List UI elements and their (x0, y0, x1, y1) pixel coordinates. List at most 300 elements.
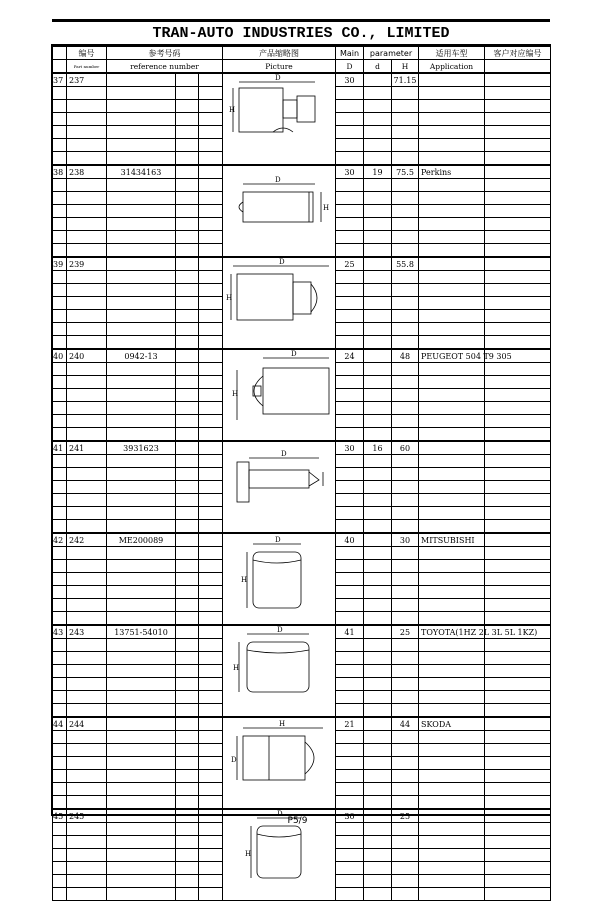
dim-d (364, 520, 392, 534)
dim-D (336, 849, 364, 862)
dim-D: 41 (336, 625, 364, 639)
customer-number (485, 363, 551, 376)
ref-extra-cell (199, 547, 223, 560)
header-cell (53, 47, 67, 60)
dim-D (336, 731, 364, 744)
dim-D (336, 363, 364, 376)
head-rect (297, 96, 315, 122)
ref-extra-cell (176, 363, 199, 376)
row-index: 41 (53, 441, 67, 455)
part-number (67, 481, 107, 494)
dim-D (336, 547, 364, 560)
body-rect (243, 192, 313, 222)
ref-extra-cell (199, 770, 223, 783)
ref-extra-cell (199, 389, 223, 402)
dim-D (336, 678, 364, 691)
application (419, 415, 485, 428)
customer-number (485, 179, 551, 192)
customer-number (485, 402, 551, 415)
part-number (67, 875, 107, 888)
curve (247, 650, 309, 653)
application (419, 218, 485, 231)
ref-extra-cell (176, 165, 199, 179)
dim-H (392, 389, 419, 402)
dim-H (392, 126, 419, 139)
dim-d (364, 796, 392, 810)
dim-D (336, 152, 364, 166)
customer-number (485, 87, 551, 100)
table-row (53, 717, 551, 731)
customer-number (485, 389, 551, 402)
row-index (53, 284, 67, 297)
ref-extra-cell (199, 849, 223, 862)
part-number (67, 691, 107, 704)
part-number: 245 (67, 809, 107, 823)
part-number (67, 152, 107, 166)
row-index: 38 (53, 165, 67, 179)
customer-number (485, 441, 551, 455)
application (419, 257, 485, 271)
product-picture (223, 257, 336, 349)
part-number (67, 179, 107, 192)
part-drawing (223, 76, 336, 160)
part-number (67, 507, 107, 520)
reference-number (107, 507, 176, 520)
dim-d (364, 678, 392, 691)
dim-d (364, 652, 392, 665)
customer-number (485, 757, 551, 770)
ref-extra-cell (199, 731, 223, 744)
ref-extra-cell (176, 257, 199, 271)
customer-number (485, 770, 551, 783)
dim-d (364, 507, 392, 520)
customer-number (485, 849, 551, 862)
row-index: 43 (53, 625, 67, 639)
part-number: 242 (67, 533, 107, 547)
dim-H (392, 888, 419, 901)
part-number (67, 849, 107, 862)
dim-H (392, 139, 419, 152)
part-number (67, 192, 107, 205)
ref-extra-cell (176, 192, 199, 205)
ref-extra-cell (199, 560, 223, 573)
row-index (53, 547, 67, 560)
body-rect (263, 368, 329, 414)
ref-extra-cell (199, 284, 223, 297)
ref-extra-cell (199, 796, 223, 810)
header-cell (53, 60, 67, 74)
dim-d (364, 231, 392, 244)
application (419, 862, 485, 875)
dim-H (392, 310, 419, 323)
row-index (53, 757, 67, 770)
reference-number (107, 573, 176, 586)
part-number (67, 468, 107, 481)
ref-extra-cell (199, 875, 223, 888)
dim-D (336, 323, 364, 336)
customer-number (485, 139, 551, 152)
dim-d (364, 139, 392, 152)
dim-D (336, 468, 364, 481)
ref-extra-cell (176, 507, 199, 520)
application (419, 612, 485, 626)
dim-H (392, 87, 419, 100)
part-number (67, 783, 107, 796)
dim-d (364, 415, 392, 428)
row-index: 39 (53, 257, 67, 271)
reference-number: 3931623 (107, 441, 176, 455)
application (419, 599, 485, 612)
application (419, 481, 485, 494)
product-group (53, 349, 551, 441)
customer-number (485, 481, 551, 494)
dim-H (392, 100, 419, 113)
part-number (67, 744, 107, 757)
row-index (53, 888, 67, 901)
ref-extra-cell (176, 271, 199, 284)
dim-d (364, 599, 392, 612)
dim-H (392, 520, 419, 534)
header-part-number: Part number (67, 60, 107, 74)
ref-extra-cell (176, 599, 199, 612)
ref-extra-cell (199, 139, 223, 152)
header-cell (485, 60, 551, 74)
reference-number: 13751-54010 (107, 625, 176, 639)
dim-d (364, 836, 392, 849)
ref-extra-cell (199, 744, 223, 757)
row-index: 37 (53, 73, 67, 87)
application (419, 152, 485, 166)
reference-number (107, 494, 176, 507)
dim-H: 71.15 (392, 73, 419, 87)
dim-H (392, 652, 419, 665)
row-index (53, 87, 67, 100)
row-index (53, 494, 67, 507)
row-index (53, 271, 67, 284)
application (419, 297, 485, 310)
dim-d (364, 323, 392, 336)
dim-d (364, 468, 392, 481)
dim-H (392, 323, 419, 336)
header-ref: 参考号码 (107, 47, 223, 60)
dim-H (392, 599, 419, 612)
header-d: d (364, 60, 392, 74)
part-number (67, 402, 107, 415)
customer-number (485, 231, 551, 244)
dim-D (336, 744, 364, 757)
application (419, 376, 485, 389)
application (419, 363, 485, 376)
ref-extra-cell (176, 665, 199, 678)
ref-extra-cell (199, 323, 223, 336)
application (419, 796, 485, 810)
table-row (53, 441, 551, 455)
ref-extra-cell (199, 586, 223, 599)
dimension-label: D (281, 450, 287, 458)
product-picture (223, 165, 336, 257)
dim-H (392, 481, 419, 494)
part-drawing (223, 536, 336, 620)
dim-H: 25 (392, 809, 419, 823)
ref-extra-cell (176, 783, 199, 796)
table-row (53, 257, 551, 271)
reference-number (107, 757, 176, 770)
ref-extra-cell (199, 665, 223, 678)
dim-H (392, 678, 419, 691)
dim-D (336, 455, 364, 468)
dim-D (336, 415, 364, 428)
dim-d (364, 376, 392, 389)
reference-number (107, 836, 176, 849)
ref-extra-cell (199, 310, 223, 323)
application (419, 507, 485, 520)
dim-d (364, 560, 392, 573)
row-index (53, 455, 67, 468)
body-rect (239, 88, 283, 132)
dim-d: 16 (364, 441, 392, 455)
product-picture (223, 625, 336, 717)
header-picture: Picture (223, 60, 336, 74)
dim-D (336, 192, 364, 205)
dim-H: 25 (392, 625, 419, 639)
customer-number (485, 126, 551, 139)
ref-extra-cell (176, 520, 199, 534)
application (419, 87, 485, 100)
ref-extra-cell (176, 389, 199, 402)
customer-number (485, 310, 551, 323)
row-index (53, 599, 67, 612)
part-number (67, 599, 107, 612)
row-index: 45 (53, 809, 67, 823)
dim-D: 40 (336, 533, 364, 547)
ref-extra-cell (199, 612, 223, 626)
reference-number (107, 468, 176, 481)
ref-extra-cell (199, 113, 223, 126)
application: PEUGEOT 504 T9 305 (419, 349, 485, 363)
dim-H (392, 494, 419, 507)
ref-extra-cell (199, 533, 223, 547)
part-number (67, 612, 107, 626)
ref-extra-cell (176, 573, 199, 586)
product-picture (223, 533, 336, 625)
dim-D (336, 796, 364, 810)
reference-number (107, 179, 176, 192)
dim-D (336, 560, 364, 573)
dim-D (336, 336, 364, 350)
reference-number (107, 257, 176, 271)
header-param: parameter (364, 47, 419, 60)
dim-H (392, 192, 419, 205)
ref-extra-cell (176, 731, 199, 744)
header-reference-number: reference number (107, 60, 223, 74)
customer-number (485, 560, 551, 573)
dimension-label: D (277, 626, 283, 634)
application (419, 836, 485, 849)
ref-extra-cell (199, 231, 223, 244)
reference-number (107, 100, 176, 113)
ref-extra-cell (176, 179, 199, 192)
customer-number (485, 376, 551, 389)
application (419, 520, 485, 534)
ref-extra-cell (176, 336, 199, 350)
ref-extra-cell (176, 100, 199, 113)
dimension-label: H (279, 720, 286, 728)
ref-extra-cell (176, 428, 199, 442)
ref-extra-cell (199, 87, 223, 100)
application (419, 100, 485, 113)
application: SKODA (419, 717, 485, 731)
ref-extra-cell (199, 836, 223, 849)
ref-extra-cell (176, 678, 199, 691)
ref-extra-cell (176, 586, 199, 599)
application (419, 783, 485, 796)
part-number (67, 126, 107, 139)
dim-d (364, 100, 392, 113)
reference-number (107, 428, 176, 442)
dim-D (336, 205, 364, 218)
curve (253, 560, 301, 563)
row-index (53, 415, 67, 428)
part-number (67, 731, 107, 744)
part-number (67, 888, 107, 901)
curve (239, 202, 243, 212)
part-number: 240 (67, 349, 107, 363)
row-index (53, 652, 67, 665)
reference-number (107, 205, 176, 218)
dim-D (336, 428, 364, 442)
dim-d (364, 625, 392, 639)
row-index (53, 862, 67, 875)
dim-H (392, 455, 419, 468)
ref-extra-cell (176, 402, 199, 415)
dim-d (364, 704, 392, 718)
reference-number (107, 547, 176, 560)
reference-number (107, 639, 176, 652)
application (419, 875, 485, 888)
application (419, 652, 485, 665)
dim-D (336, 573, 364, 586)
dim-H (392, 244, 419, 258)
dim-H (392, 862, 419, 875)
curve (305, 742, 314, 774)
customer-number (485, 836, 551, 849)
reference-number (107, 389, 176, 402)
ref-extra-cell (199, 599, 223, 612)
reference-number (107, 783, 176, 796)
row-index (53, 152, 67, 166)
application (419, 126, 485, 139)
dim-D: 21 (336, 717, 364, 731)
ref-extra-cell (176, 113, 199, 126)
dim-D (336, 770, 364, 783)
part-number (67, 455, 107, 468)
body-rect (243, 736, 305, 780)
ref-extra-cell (176, 231, 199, 244)
ref-extra-cell (176, 126, 199, 139)
dim-d (364, 888, 392, 901)
part-number (67, 494, 107, 507)
ref-extra-cell (199, 652, 223, 665)
part-drawing (223, 720, 336, 804)
ref-extra-cell (199, 257, 223, 271)
ref-extra-cell (176, 284, 199, 297)
ref-extra-cell (199, 441, 223, 455)
ref-extra-cell (199, 100, 223, 113)
part-number (67, 428, 107, 442)
row-index (53, 389, 67, 402)
dim-H (392, 547, 419, 560)
dim-d (364, 428, 392, 442)
dimension-label: H (232, 390, 239, 398)
dim-H (392, 757, 419, 770)
header-D: D (336, 60, 364, 74)
dim-H (392, 402, 419, 415)
dim-d (364, 402, 392, 415)
dim-D (336, 100, 364, 113)
dim-H: 48 (392, 349, 419, 363)
dim-d (364, 389, 392, 402)
dim-D: 30 (336, 809, 364, 823)
ref-extra-cell (199, 402, 223, 415)
row-index (53, 323, 67, 336)
ref-extra-cell (199, 428, 223, 442)
ref-extra-cell (199, 297, 223, 310)
dim-H: 30 (392, 533, 419, 547)
ref-extra-cell (199, 271, 223, 284)
ref-extra-cell (176, 836, 199, 849)
application (419, 731, 485, 744)
dim-H (392, 560, 419, 573)
ref-extra-cell (199, 691, 223, 704)
application: MITSUBISHI (419, 533, 485, 547)
dim-H (392, 218, 419, 231)
dim-H (392, 783, 419, 796)
dim-D (336, 783, 364, 796)
dim-D (336, 494, 364, 507)
curve (257, 834, 301, 837)
part-number: 239 (67, 257, 107, 271)
dim-D (336, 113, 364, 126)
row-index (53, 192, 67, 205)
product-group (53, 441, 551, 533)
ref-extra-cell (176, 415, 199, 428)
dim-D (336, 586, 364, 599)
dim-D (336, 244, 364, 258)
reference-number (107, 560, 176, 573)
reference-number (107, 139, 176, 152)
dim-d (364, 573, 392, 586)
dim-H: 44 (392, 717, 419, 731)
reference-number (107, 665, 176, 678)
customer-number (485, 336, 551, 350)
ref-extra-cell (199, 376, 223, 389)
ref-extra-cell (176, 152, 199, 166)
reference-number (107, 244, 176, 258)
dim-D (336, 389, 364, 402)
row-index (53, 139, 67, 152)
part-number (67, 363, 107, 376)
part-number (67, 520, 107, 534)
reference-number (107, 192, 176, 205)
dimension-label: D (231, 756, 237, 764)
application (419, 704, 485, 718)
ref-extra-cell (176, 849, 199, 862)
dim-H (392, 731, 419, 744)
row-index (53, 665, 67, 678)
part-number (67, 389, 107, 402)
curve (309, 472, 319, 486)
dim-d (364, 455, 392, 468)
